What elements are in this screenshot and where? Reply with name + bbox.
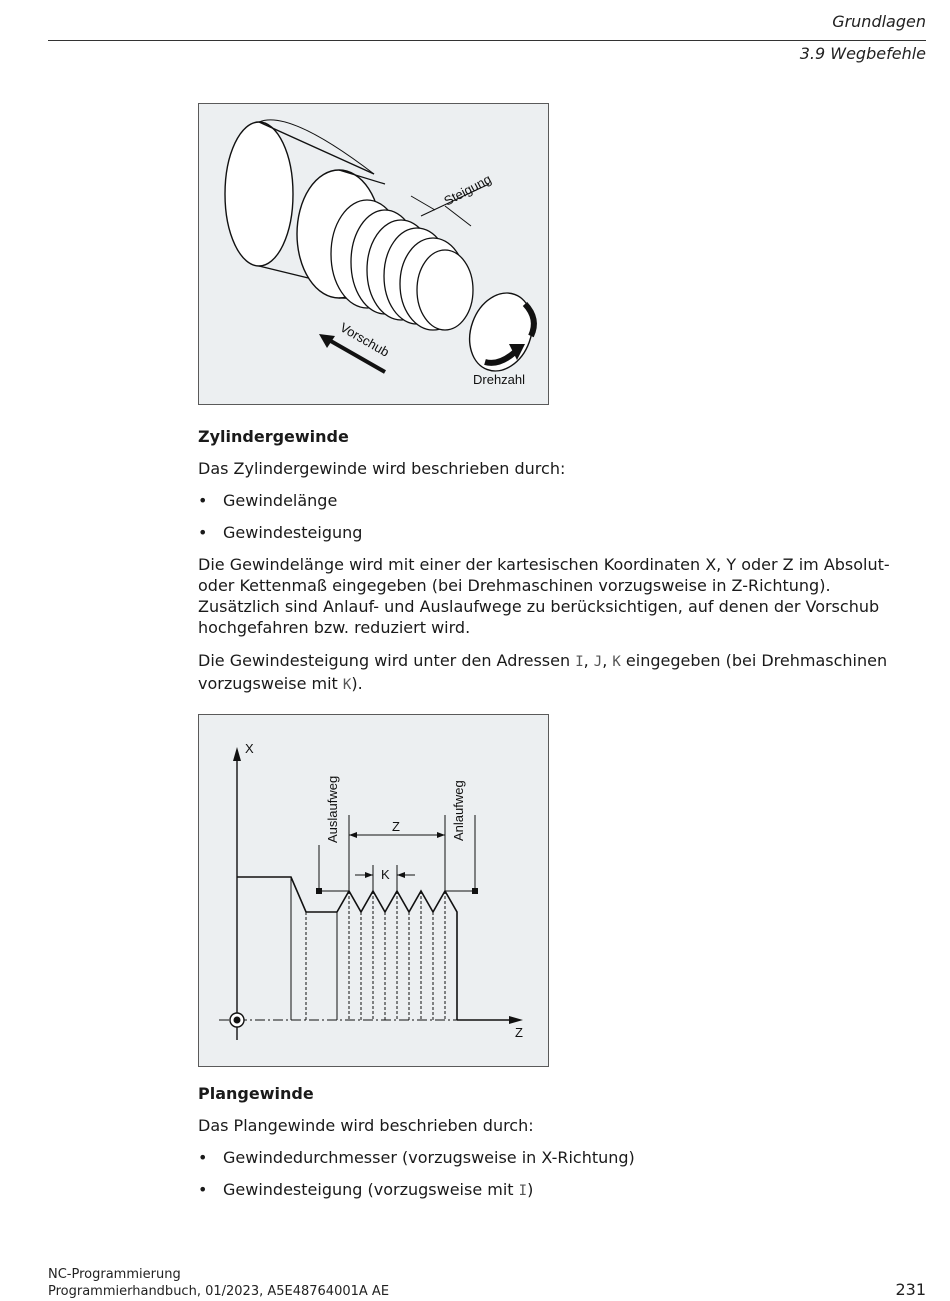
label-x-axis: X	[245, 741, 254, 756]
label-vorschub: Vorschub	[337, 319, 392, 360]
bullet-icon: •	[198, 1148, 208, 1167]
address-i: I	[575, 654, 584, 670]
label-z-axis: Z	[515, 1025, 523, 1040]
header-rule	[48, 40, 926, 41]
footer-line-2: Programmierhandbuch, 01/2023, A5E48764001A AE	[48, 1284, 390, 1299]
address-k: K	[612, 654, 621, 670]
label-drehzahl: Drehzahl	[473, 372, 526, 387]
footer-document-info	[48, 1266, 389, 1300]
label-k-dimension: K	[381, 867, 390, 882]
bullet-icon: •	[198, 1180, 208, 1199]
address-j: J	[593, 654, 603, 670]
footer-line-1: NC-Programmierung	[48, 1267, 181, 1282]
thread-profile-diagram	[199, 715, 548, 1066]
address-k-2: K	[342, 677, 352, 693]
label-anlaufweg: Anlaufweg	[451, 780, 466, 841]
zylinder-paragraph-2: Die Gewindesteigung wird unter den Adressen I, J, K eingegeben (bei Drehmaschinen vorzugsweise mit K).	[198, 651, 888, 693]
label-steigung: Steigung	[441, 171, 494, 209]
plan-intro: Das Plangewinde wird beschrieben durch:	[198, 1116, 534, 1135]
heading-plangewinde: Plangewinde	[198, 1084, 314, 1103]
zylinder-paragraph-1: Die Gewindelänge wird mit einer der kartesischen Koordinaten X, Y oder Z im Absolut- oder Kettenmaß eingegeben (bei Drehmaschinen vorzugsweise in Z-Richtung). Zusätzlich sind Anlauf- und Auslaufwege zu berücksichtigen, auf denen der Vorschub hochgefahren bzw. reduziert wird.	[198, 555, 890, 637]
heading-zylindergewinde: Zylindergewinde	[198, 427, 349, 446]
running-header-section: Grundlagen	[832, 12, 926, 31]
zylinder-intro: Das Zylindergewinde wird beschrieben durch:	[198, 459, 566, 478]
figure-thread-profile	[198, 714, 549, 1067]
cylinder-thread-illustration	[199, 104, 548, 404]
bullet-icon: •	[198, 491, 208, 510]
figure-cylinder-thread	[198, 103, 549, 405]
running-header-chapter: 3.9 Wegbefehle	[799, 44, 926, 63]
bullet-icon: •	[198, 523, 208, 542]
label-z-dimension: Z	[392, 819, 400, 834]
address-i: I	[518, 1183, 528, 1199]
page-number: 231	[895, 1280, 926, 1299]
label-auslaufweg: Auslaufweg	[325, 775, 340, 843]
